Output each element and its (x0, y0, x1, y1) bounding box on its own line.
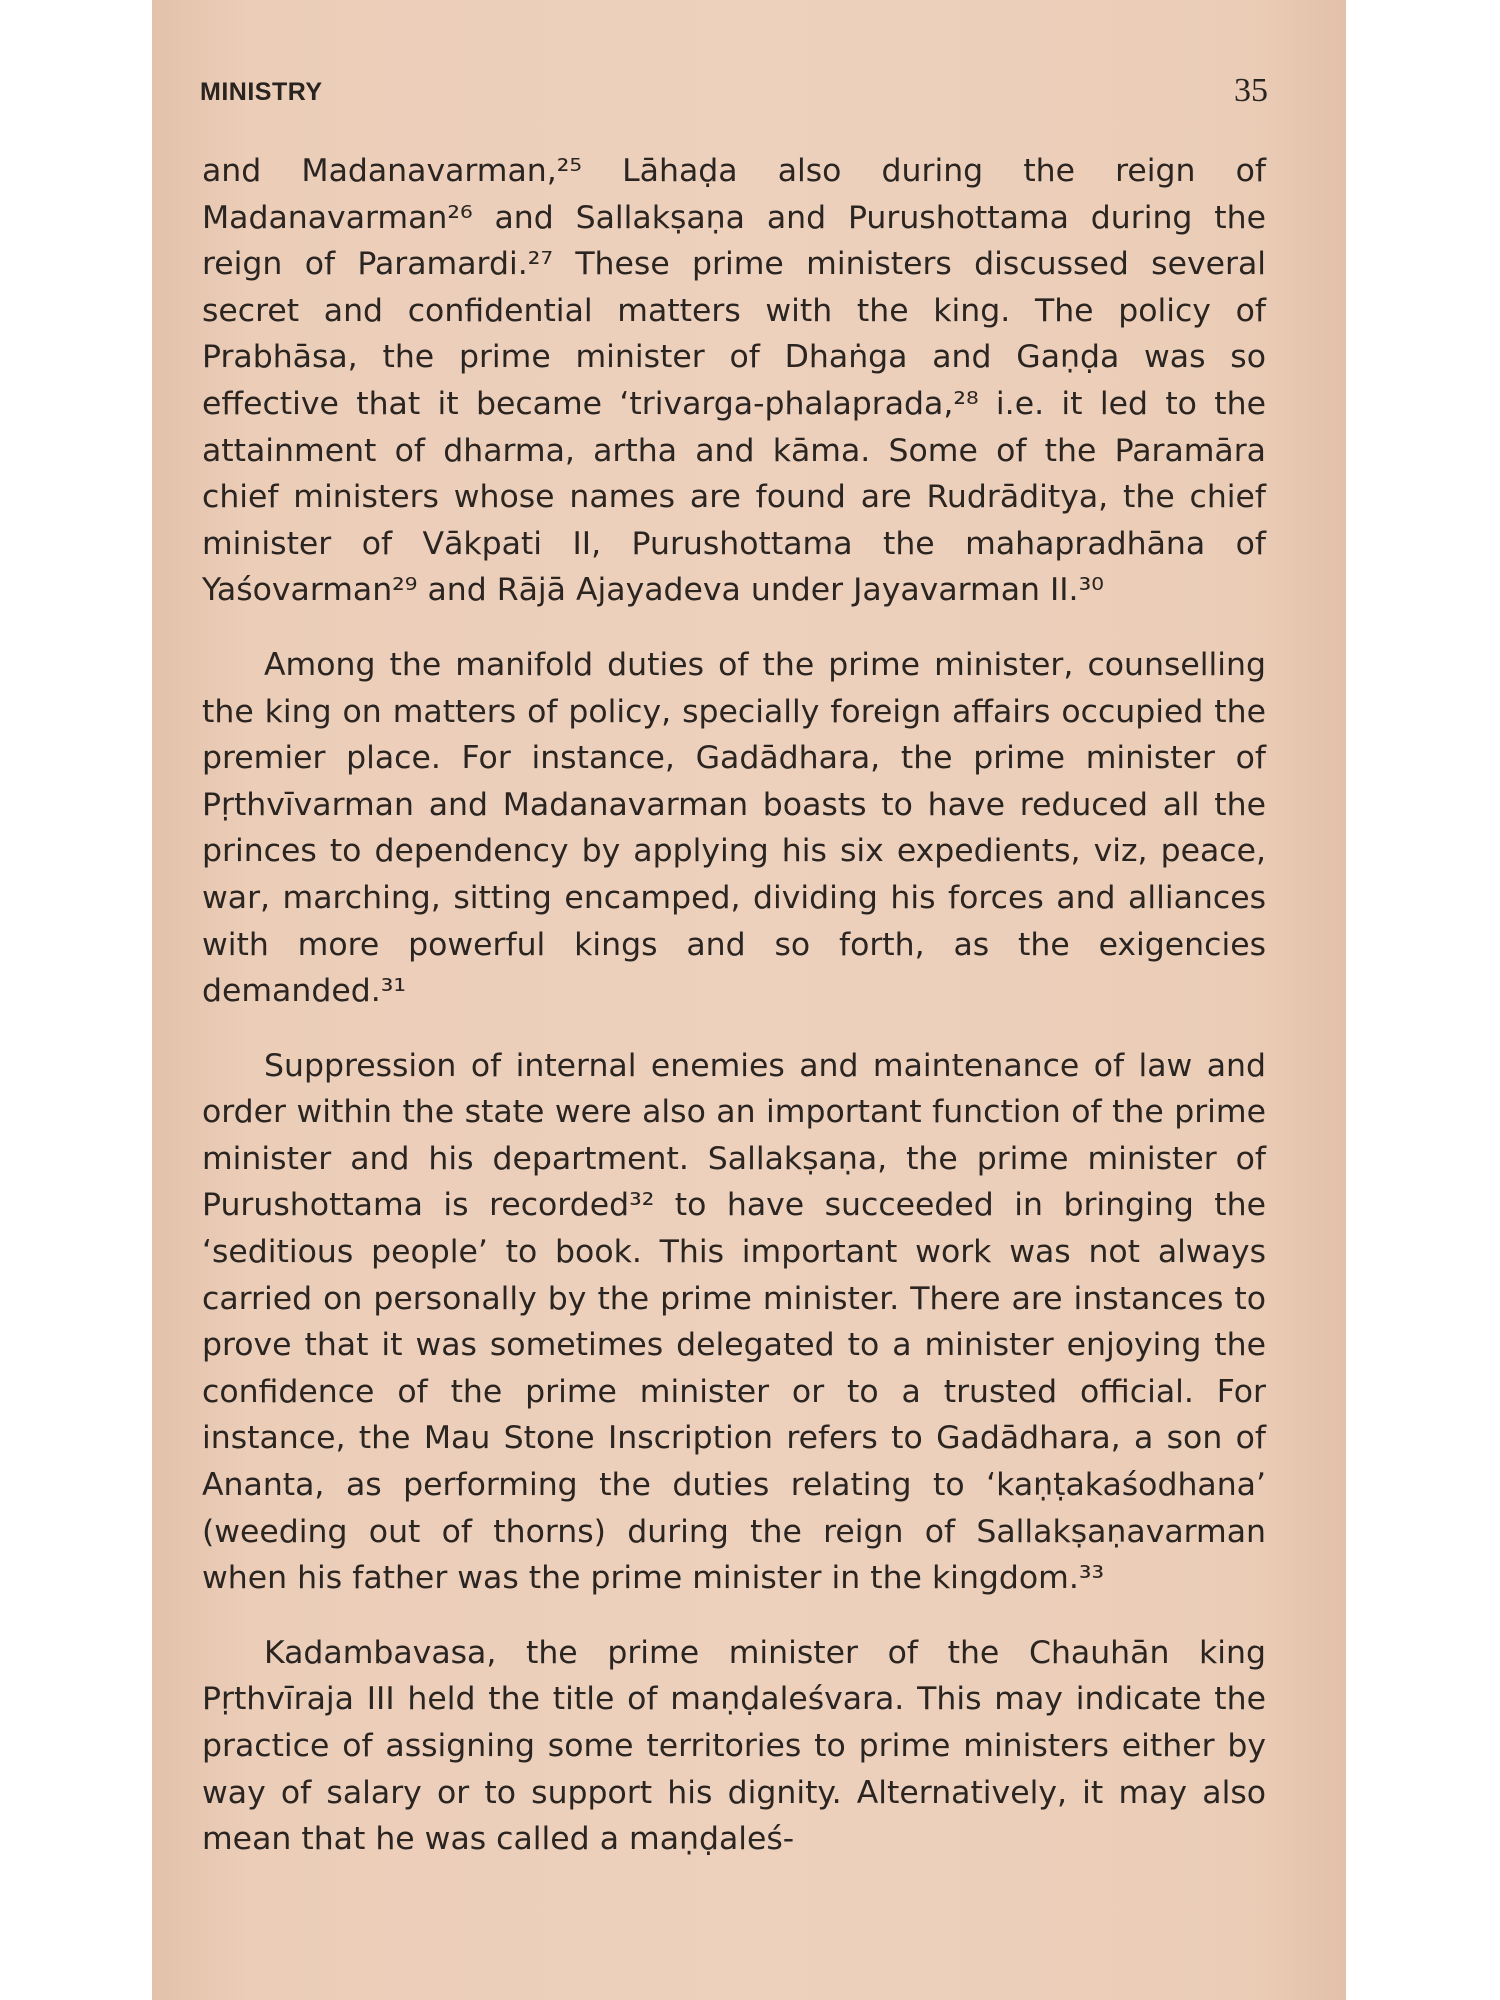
paragraph-duties: Among the manifold duties of the prime minister, counselling the king on matters of policy, specially foreign affairs occupied the premier place. For instance, Gadādhara, the prime minister of Pṛthvīvarman and Madanavarman boasts to have reduced all the princes to dependency by applying his six expedients, viz, peace, war, marching, sitting encamped, dividing his forces and alliances with more powerful kings and so forth, as the exigencies demanded.³¹ (202, 646, 1266, 1010)
page-number: 35 (1234, 72, 1268, 109)
body-text (202, 148, 1266, 1863)
running-head (200, 72, 1268, 112)
chapter-title: MINISTRY (200, 78, 323, 106)
paragraph-kadambavasa: Kadambavasa, the prime minister of the Chauhān king Pṛthvīraja III held the title of maṇḍaleśvara. This may indicate the practice of assigning some territories to prime ministers either by way of salary or to support his dignity. Alternatively, it may also mean that he was called a maṇḍaleś- (202, 1634, 1266, 1858)
paragraph-continuation: and Madanavarman,²⁵ Lāhaḍa also during the reign of Madanavarman²⁶ and Sallakṣaṇa and Purushottama during the reign of Paramardi.²⁷ These prime ministers discussed several secret and confidential matters with the king. The policy of Prabhāsa, the prime minister of Dhaṅga and Gaṇḍa was so effective that it became ‘trivarga-phalaprada,²⁸ i.e. it led to the attainment of dharma, artha and kāma. Some of the Paramāra chief ministers whose names are found are Rudrāditya, the chief minister of Vākpati II, Purushottama the mahapradhāna of Yaśovarman²⁹ and Rājā Ajayadeva under Jayavarman II.³⁰ (202, 153, 1266, 609)
paragraph-internal-enemies: Suppression of internal enemies and maintenance of law and order within the state were also an important function of the prime minister and his department. Sallakṣaṇa, the prime minister of Purushottama is recorded³² to have succeeded in bringing the ‘seditious people’ to book. This important work was not always carried on personally by the prime minister. There are instances to prove that it was sometimes delegated to a minister enjoying the confidence of the prime minister or to a trusted official. For instance, the Mau Stone Inscription refers to Gadādhara, a son of Ananta, as performing the duties relating to ‘kaṇṭakaśodhana’ (weeding out of thorns) during the reign of Sallakṣaṇavarman when his father was the prime minister in the kingdom.³³ (202, 1047, 1266, 1597)
